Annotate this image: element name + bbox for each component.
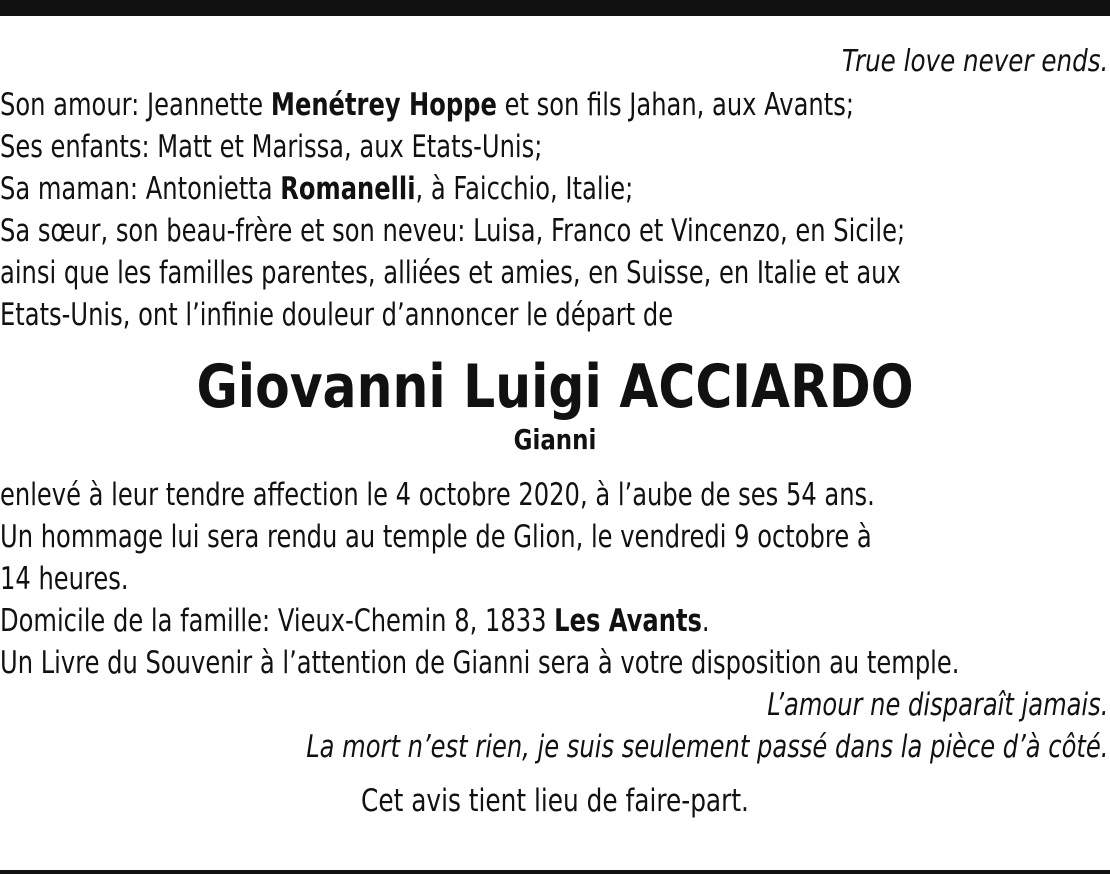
domicile-place: Les Avants <box>554 603 702 639</box>
family-line-partner: Son amour: Jeannette Menétrey Hoppe et son fils Jahan, aux Avants; <box>0 87 854 123</box>
quote-line-1: L’amour ne disparaît jamais. <box>767 687 1109 723</box>
closing-note: Cet avis tient lieu de faire-part. <box>361 783 749 819</box>
detail-ceremony-time: 14 heures. <box>0 561 129 597</box>
detail-memory-book: Un Livre du Souvenir à l’attention de Gianni sera à votre disposition au temple. <box>0 645 960 681</box>
epigraph: True love never ends. <box>841 44 1109 79</box>
family-line-mother: Sa maman: Antonietta Romanelli, à Faicchio, Italie; <box>0 171 634 207</box>
bottom-rule <box>0 870 1110 874</box>
family-line-announcement: Etats-Unis, ont l’infinie douleur d’annoncer le départ de <box>0 297 674 333</box>
deceased-name: Giovanni Luigi ACCIARDO <box>196 352 914 422</box>
quote-line-2: La mort n’est rien, je suis seulement passé dans la pièce d’à côté. <box>306 729 1109 765</box>
detail-passing: enlevé à leur tendre affection le 4 octobre 2020, à l’aube de ses 54 ans. <box>0 477 875 513</box>
details-section <box>0 474 1110 684</box>
mother-surname: Romanelli <box>280 171 416 207</box>
top-rule <box>0 0 1110 16</box>
family-line-sister: Sa sœur, son beau-frère et son neveu: Luisa, Franco et Vincenzo, en Sicile; <box>0 213 906 249</box>
detail-ceremony: Un hommage lui sera rendu au temple de Glion, le vendredi 9 octobre à <box>0 519 872 555</box>
obituary-notice <box>0 40 1110 822</box>
family-line-relatives: ainsi que les familles parentes, alliées et amies, en Suisse, en Italie et aux <box>0 255 901 291</box>
quote-section <box>0 684 1110 768</box>
partner-surname: Menétrey Hoppe <box>270 87 497 123</box>
family-line-children: Ses enfants: Matt et Marissa, aux Etats-Unis; <box>0 129 543 165</box>
deceased-block <box>0 352 1110 458</box>
family-section <box>0 84 1110 336</box>
deceased-nickname: Gianni <box>513 423 597 456</box>
detail-domicile: Domicile de la famille: Vieux-Chemin 8, 1833 Les Avants. <box>0 603 710 639</box>
